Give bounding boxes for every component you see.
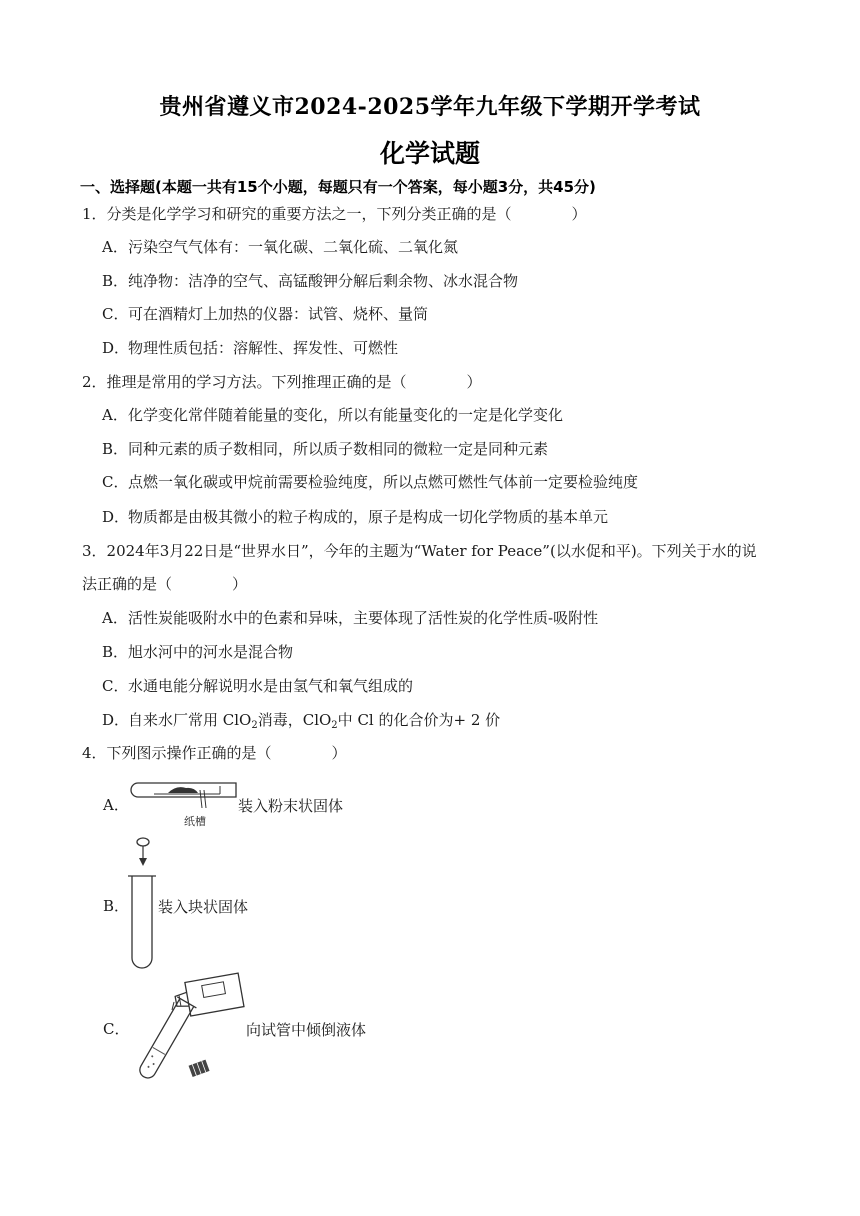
option-text-part: 中 Cl 的化合价为+ 2 价	[337, 711, 501, 729]
question-3-option-d[interactable]	[102, 710, 500, 736]
subscript: 2	[251, 720, 258, 731]
question-4-option-c-caption: 向试管中倾倒液体	[246, 1021, 367, 1039]
option-label: A．	[102, 238, 128, 256]
question-4-option-b-caption: 装入块状固体	[158, 898, 249, 916]
subscript: 2	[331, 720, 338, 731]
option-label: B．	[102, 272, 129, 290]
option-text: 可在酒精灯上加热的仪器：试管、烧杯、量筒	[128, 305, 429, 323]
question-3-option-c[interactable]	[102, 676, 413, 696]
question-2-stem: 2．推理是常用的学习方法。下列推理正确的是（ ）	[82, 373, 482, 391]
powder-in-test-tube-figure	[128, 778, 238, 830]
question-1-option-b[interactable]	[102, 271, 518, 291]
option-text: 旭水河中的河水是混合物	[128, 643, 294, 661]
option-text: 点燃一氧化碳或甲烷前需要检验纯度，所以点燃可燃性气体前一定要检验纯度	[128, 473, 639, 491]
option-text: 物理性质包括：溶解性、挥发性、可燃性	[128, 339, 399, 357]
question-3-option-a[interactable]	[102, 608, 598, 628]
question-2-option-b[interactable]	[102, 439, 548, 459]
option-label: B．	[102, 440, 129, 458]
question-1-option-c[interactable]	[102, 304, 428, 324]
question-1-option-d[interactable]	[102, 338, 398, 358]
question-2-option-d[interactable]	[102, 507, 608, 527]
option-label: D．	[102, 711, 130, 729]
question-3-option-b[interactable]	[102, 642, 293, 662]
question-3-stem-line-1: 3．2024年3月22日是“世界水日”，今年的主题为“Water for Peace”(以水促和平)。下列关于水的说	[82, 542, 757, 560]
option-text: 同种元素的质子数相同，所以质子数相同的微粒一定是同种元素	[128, 440, 549, 458]
option-text: 物质都是由极其微小的粒子构成的，原子是构成一切化学物质的基本单元	[128, 508, 609, 526]
option-label: A．	[102, 609, 128, 627]
question-4-option-c-label[interactable]: C．	[103, 1020, 130, 1038]
block-solid-in-test-tube-figure	[126, 834, 160, 974]
option-label: C．	[102, 677, 129, 695]
paper-trough-label: 纸槽	[184, 815, 206, 828]
option-label: A．	[102, 406, 128, 424]
question-2-option-a[interactable]	[102, 405, 563, 425]
option-label: D．	[102, 508, 130, 526]
exam-title: 贵州省遵义市2024-2025学年九年级下学期开学考试	[159, 94, 701, 120]
option-text: 活性炭能吸附水中的色素和异味，主要体现了活性炭的化学性质-吸附性	[128, 609, 599, 627]
option-text-part: 消毒，ClO	[257, 711, 332, 729]
option-label: B．	[102, 643, 129, 661]
question-4-option-b-label[interactable]: B．	[103, 897, 130, 915]
question-4-option-a-caption: 装入粉末状固体	[238, 797, 344, 815]
option-text: 纯净物：洁净的空气、高锰酸钾分解后剩余物、冰水混合物	[128, 272, 519, 290]
option-text-part: 自来水厂常用 ClO	[128, 711, 252, 729]
section-heading: 一、选择题(本题一共有15个小题，每题只有一个答案，每小题3分，共45分)	[80, 178, 596, 196]
question-4-stem: 4．下列图示操作正确的是（ ）	[82, 744, 347, 762]
question-3-stem-line-2: 法正确的是（ ）	[82, 575, 248, 593]
pour-liquid-figure	[124, 970, 248, 1084]
option-text: 水通电能分解说明水是由氢气和氧气组成的	[128, 677, 414, 695]
question-1-stem: 1．分类是化学学习和研究的重要方法之一，下列分类正确的是（ ）	[82, 205, 587, 223]
option-label: C．	[102, 473, 129, 491]
question-1-option-a[interactable]	[102, 237, 458, 257]
option-label: C．	[102, 305, 129, 323]
question-4-option-a-label[interactable]: A．	[103, 796, 129, 814]
exam-subtitle: 化学试题	[379, 139, 480, 168]
option-label: D．	[102, 339, 130, 357]
question-2-option-c[interactable]	[102, 472, 638, 492]
option-text: 污染空气气体有：一氧化碳、二氧化硫、二氧化氮	[128, 238, 459, 256]
option-text: 化学变化常伴随着能量的变化，所以有能量变化的一定是化学变化	[128, 406, 564, 424]
